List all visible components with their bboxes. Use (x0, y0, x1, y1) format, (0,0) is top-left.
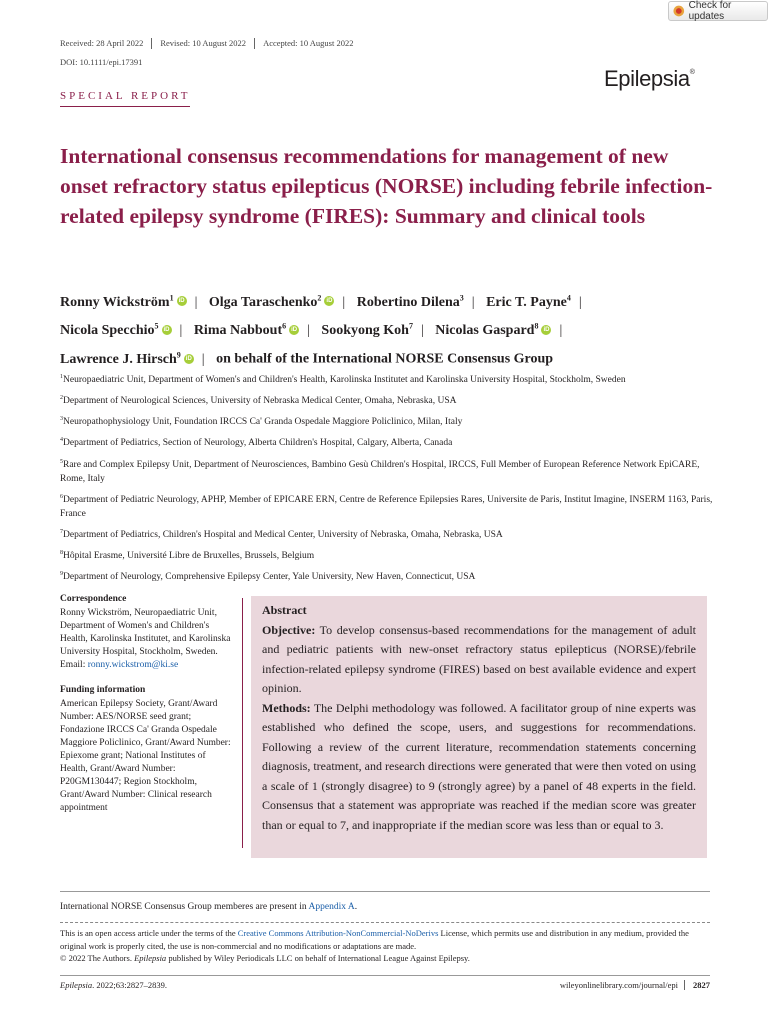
journal-url[interactable]: wileyonlinelibrary.com/journal/epi (559, 980, 678, 990)
dotted-divider (60, 922, 710, 923)
affiliation: $^6$Department of Pediatric Neurology, APHP, Member of EPICARE ERN, Centre de Reference Epilepsies Rares, Universite de Paris, Institut Imagine, INSERM 1163, Paris, France (60, 493, 713, 519)
email-link[interactable]: ronny.wickstrom@ki.se (87, 660, 179, 670)
accepted-date: Accepted: 10 August 2022 (254, 38, 361, 49)
abstract-heading: Abstract (262, 603, 307, 617)
affiliation: $^8$Hôpital Erasme, Université Libre de Bruxelles, Brussels, Belgium (60, 550, 315, 562)
funding-heading: Funding information (60, 685, 146, 695)
author[interactable]: Nicolas Gaspard$^8$ iD (435, 321, 550, 339)
orcid-icon[interactable]: iD (178, 298, 185, 305)
check-for-updates-button[interactable] (668, 1, 768, 21)
journal-logo: Epilepsia® (604, 66, 695, 91)
orcid-icon[interactable]: iD (543, 327, 550, 334)
funding-text: American Epilepsy Society, Grant/Award Number: AES/NORSE seed grant; Fondazione IRCCS Ca' Granda Ospedale Maggiore Policlinico, Grant/Award Number: Epiexome grant; National Institutes of Health, Grant/Award Number: P20GM130447; Region Stockholm, Grant/Award Number: Clinical research appointment (60, 699, 231, 813)
article-dates (60, 38, 361, 49)
affiliations (60, 370, 720, 588)
divider (60, 891, 710, 892)
orcid-icon[interactable]: iD (326, 298, 333, 305)
affiliation: $^4$Department of Pediatrics, Section of Neurology, Alberta Children's Hospital, Calgary, Alberta, Canada (60, 437, 453, 449)
sidebar-divider (242, 598, 243, 848)
sidebar-info (60, 593, 235, 815)
author[interactable]: Eric T. Payne$^4$ (486, 293, 571, 310)
doi[interactable]: DOI: 10.1111/epi.17391 (60, 57, 143, 67)
footer-citation: Epilepsia. 2022;63:2827–2839. (60, 980, 167, 990)
page-number: 2827 (684, 980, 710, 990)
abstract-methods: Methods: The Delphi methodology was followed. A facilitator group of nine experts was established who defined the scope, users, and suggestions for recommendations. Following a review of the current literature, recommendation statements concerning diagnosis, treatment, and research directions were generated that were then voted on using a scale of 1 (strongly disagree) to 9 (strongly agree) by a panel of 48 experts in the field. Consensus that a statement was appropriate was reached if the median score was greater than or equal to 7, and inappropriate if the median score was less than or equal to 3. (262, 700, 696, 832)
section-label: SPECIAL REPORT (60, 90, 191, 102)
affiliation: $^2$Department of Neurological Sciences, University of Nebraska Medical Center, Omaha, Nebraska, USA (60, 395, 457, 407)
affiliation: $^1$Neuropaediatric Unit, Department of Women's and Children's Health, Karolinska Institutet and Karolinska University Hospital, Stockholm, Sweden (60, 374, 626, 386)
license-text: This is an open access article under the terms of the Creative Commons Attribution-NonCommercial-NoDerivs License, which permits use and distribution in any medium, provided the original work is properly cited, the use is non-commercial and no modifications or adaptations are made. © 2022 The Authors. Epilepsia published by Wiley Periodicals LLC on behalf of International League Against Epilepsy. (60, 928, 689, 963)
correspondence-text: Ronny Wickström, Neuropaediatric Unit, Department of Women's and Children's Health, Karolinska Institutet, and Karolinska University Hospital, Stockholm, Sweden. Email: ronny.wickstrom@ki.se (60, 608, 231, 670)
consortium: on behalf of the International NORSE Consensus Group (216, 351, 554, 367)
abstract-objective: Objective: To develop consensus-based recommendations for the management of adult and pediatric patients with new-onset refractory status epilepticus (NORSE)/febrile infection-related epilepsy syndrome (FIRES) based on best available evidence and expert opinion. (262, 622, 696, 695)
author[interactable]: Rima Nabbout$^6$ iD (193, 321, 298, 339)
orcid-icon[interactable]: iD (291, 327, 298, 334)
appendix-link[interactable]: Appendix A (308, 902, 355, 912)
affiliation: $^9$Department of Neurology, Comprehensive Epilepsy Center, Yale University, New Haven, Connecticut, USA (60, 571, 476, 583)
orcid-icon[interactable]: iD (185, 355, 192, 362)
received-date: Received: 28 April 2022 (60, 38, 144, 48)
author[interactable]: Olga Taraschenko$^2$ iD (208, 293, 333, 310)
check-for-updates-label: Check for updates (688, 0, 732, 22)
footer-right (500, 980, 710, 990)
author[interactable]: Robertino Dilena$^3$ (356, 293, 464, 310)
members-note: International NORSE Consensus Group memberes are present in Appendix A. (60, 902, 358, 912)
license-link[interactable]: Creative Commons Attribution-NonCommercial-NoDerivs (237, 928, 439, 938)
author[interactable]: Lawrence J. Hirsch$^9$ iD (60, 350, 192, 367)
author[interactable]: Nicola Specchio$^5$ iD (60, 321, 170, 339)
affiliation: $^7$Department of Pediatrics, Children's Hospital and Medical Center, University of Nebraska, Omaha, Nebraska, USA (60, 528, 503, 541)
footer-divider (60, 975, 710, 976)
correspondence-heading: Correspondence (60, 594, 127, 604)
revised-date: Revised: 10 August 2022 (151, 38, 254, 49)
abstract-box (251, 596, 707, 858)
orcid-icon[interactable]: iD (163, 327, 170, 334)
author[interactable]: Sookyong Koh$^7$ (321, 321, 413, 339)
article-title: International consensus recommendations for management of new onset refractory status epilepticus (NORSE) including febrile infection-related epilepsy syndrome (FIRES): Summary and clinical tools (60, 144, 713, 228)
update-icon (673, 5, 685, 17)
section-label-underline (60, 106, 190, 107)
affiliation: $^5$Rare and Complex Epilepsy Unit, Department of Neurosciences, Bambino Gesù Children's Hospital, IRCCS, Full Member of European Reference Network EpiCARE, Rome, Italy (60, 458, 700, 484)
author[interactable]: Ronny Wickström$^1$ iD (60, 293, 185, 310)
author-list: Ronny Wickström$^1$ iD | Olga Taraschenko$^2$ iD | Robertino Dilena$^3$ | Eric T. Payne$^4$ | Nicola Specchio$^5$ iD | Rima Nabbout$^6$ iD | Sookyong Koh$^7$ | Nicolas Gaspard$^8$ iD | Lawrence J. Hirsch$^9$ iD | on behalf of the International NORSE Consensus Group (60, 293, 582, 367)
affiliation: $^3$Neuropathophysiology Unit, Foundation IRCCS Ca' Granda Ospedale Maggiore Policlinico, Milan, Italy (60, 416, 463, 428)
